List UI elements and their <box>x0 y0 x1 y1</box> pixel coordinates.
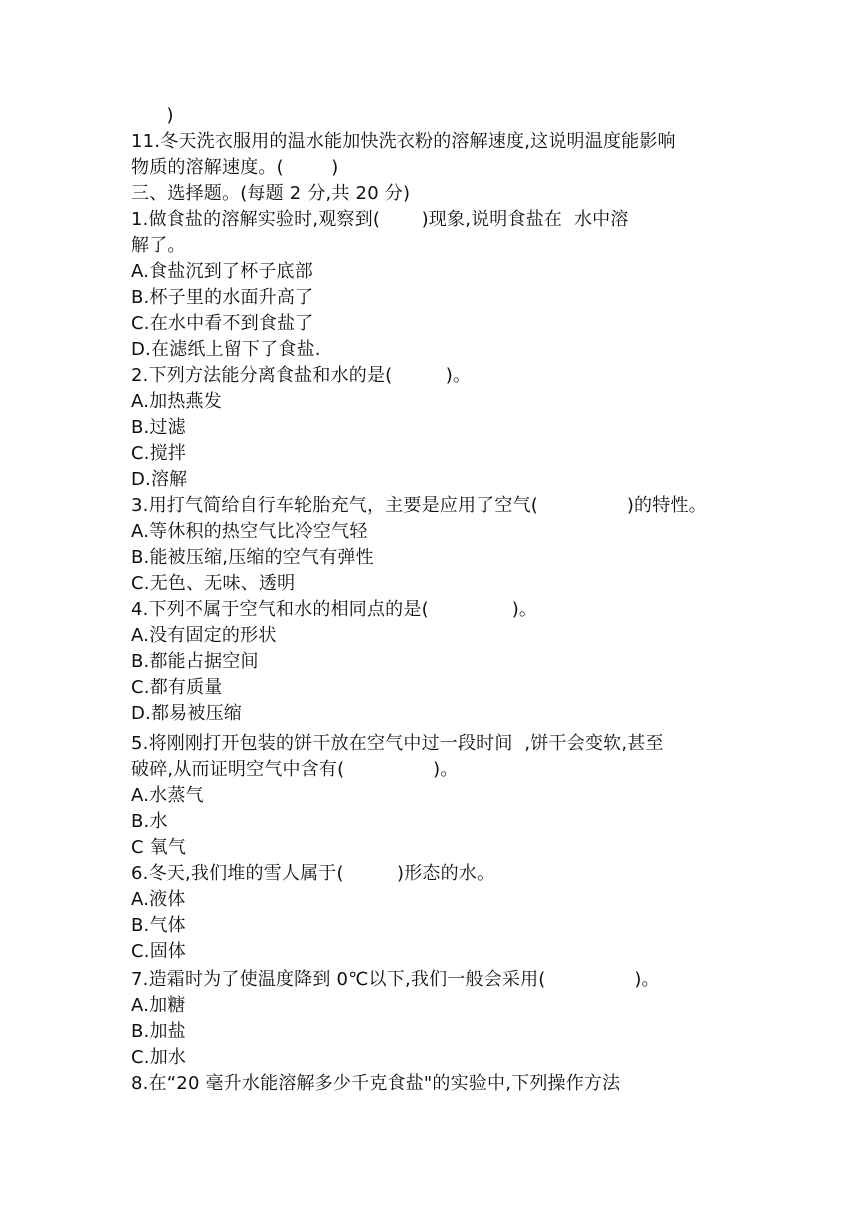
text-line: 11.冬天洗衣服用的温水能加快洗衣粉的溶解速度,这说明温度能影响 <box>131 131 676 152</box>
answer-option: C.加水 <box>131 1047 187 1068</box>
section-heading: 三、选择题。(每题 2 分,共 20 分) <box>131 183 411 204</box>
answer-option: C.都有质量 <box>131 677 223 698</box>
answer-option: A.食盐沉到了杯子底部 <box>131 261 313 282</box>
text-line: ) <box>131 105 174 126</box>
answer-option: B.都能占据空间 <box>131 651 259 672</box>
answer-option: B.加盐 <box>131 1021 186 1042</box>
question-stem: 6.冬天,我们堆的雪人属于( )形态的水。 <box>131 863 496 884</box>
answer-option: B.能被压缩,压缩的空气有弹性 <box>131 547 374 568</box>
answer-option: B.杯子里的水面升高了 <box>131 287 314 308</box>
answer-option: A.水蒸气 <box>131 785 204 806</box>
answer-option: A.加糖 <box>131 995 186 1016</box>
answer-option: B.过滤 <box>131 417 186 438</box>
text-line: 解了。 <box>131 235 186 256</box>
text-line: 物质的溶解速度。( ) <box>131 157 339 178</box>
question-stem: 4.下列不属于空气和水的相同点的是( )。 <box>131 599 538 620</box>
question-stem: 5.将刚刚打开包装的饼干放在空气中过一段时间 ,饼干会变软,甚至 <box>131 733 664 754</box>
question-stem: 1.做食盐的溶解实验时,观察到( )现象,说明食盐在 水中溶 <box>131 209 629 230</box>
answer-option: C.固体 <box>131 941 187 962</box>
question-stem: 2.下列方法能分离食盐和水的是( )。 <box>131 365 472 386</box>
answer-option: C.在水中看不到食盐了 <box>131 313 314 334</box>
answer-option: A.没有固定的形状 <box>131 625 277 646</box>
answer-option: B.气体 <box>131 915 186 936</box>
answer-option: A.液体 <box>131 889 186 910</box>
answer-option: D.都易被压缩 <box>131 703 242 724</box>
answer-option: D.溶解 <box>131 469 188 490</box>
answer-option: D.在滤纸上留下了食盐. <box>131 339 321 360</box>
answer-option: C 氧气 <box>131 837 187 858</box>
answer-option: C.搅拌 <box>131 443 187 464</box>
answer-option: C.无色、无味、透明 <box>131 573 296 594</box>
question-stem: 8.在“20 毫升水能溶解多少千克食盐"的实验中,下列操作方法 <box>131 1073 621 1094</box>
text-line: 破碎,从而证明空气中含有( )。 <box>131 759 459 780</box>
answer-option: A.等休积的热空气比冷空气轻 <box>131 521 368 542</box>
answer-option: B.水 <box>131 811 168 832</box>
question-stem: 7.造霜时为了使温度降到 0℃以下,我们一般会采用( )。 <box>131 969 660 990</box>
answer-option: A.加热燕发 <box>131 391 222 412</box>
question-stem: 3.用打气简给自行车轮胎充气，主要是应用了空气( )的特性。 <box>131 495 707 516</box>
